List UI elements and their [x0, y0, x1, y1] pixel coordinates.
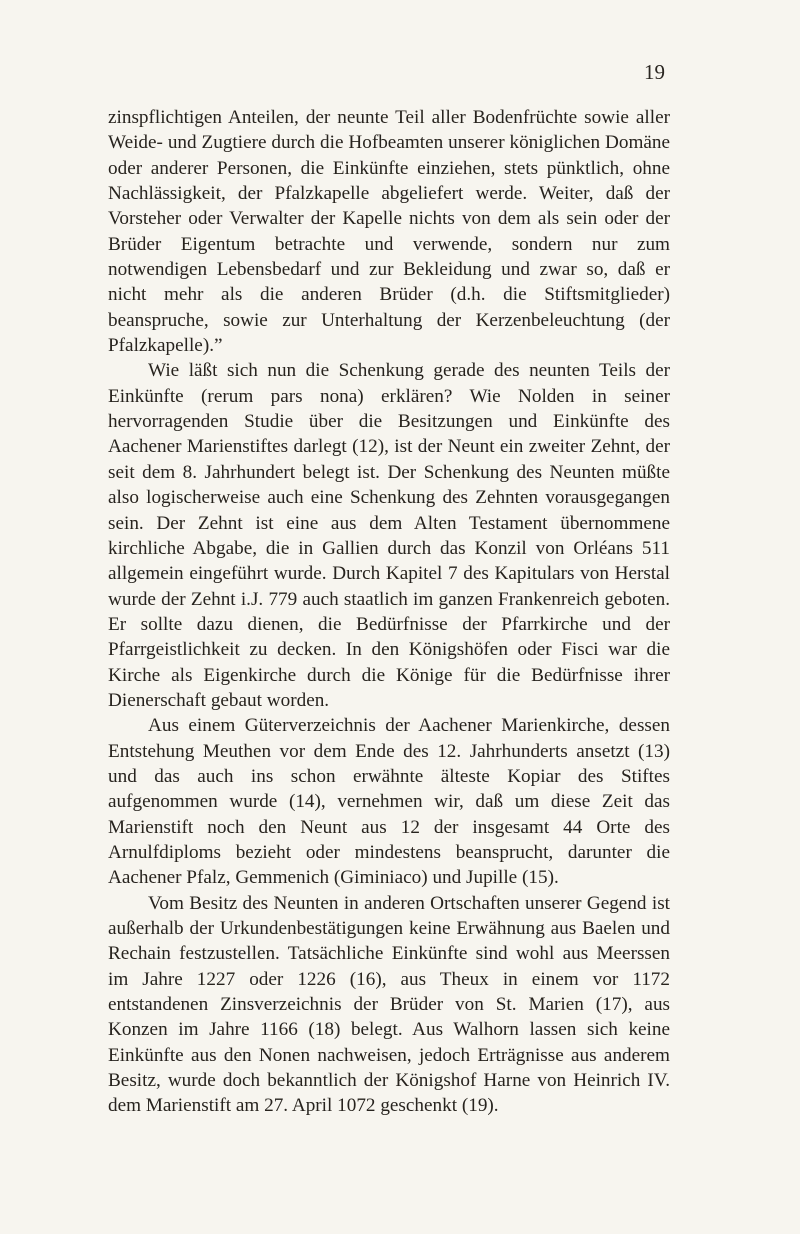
paragraph-4: Vom Besitz des Neunten in anderen Ortschaften unserer Gegend ist außerhalb der Urkundenbestätigungen keine Erwähnung aus Baelen und Rechain festzustellen. Tatsächliche Einkünfte sind wohl aus Meerssen im Jahre 1227 oder 1226 (16), aus Theux in einem vor 1172 entstandenen Zinsverzeichnis der Brüder von St. Marien (17), aus Konzen im Jahre 1166 (18) belegt. Aus Walhorn lassen sich keine Einkünfte aus den Nonen nachweisen, jedoch Erträgnisse aus anderem Besitz, wurde doch bekanntlich der Königshof Harne von Heinrich IV. dem Marienstift am 27. April 1072 geschenkt (19). — [108, 892, 670, 1117]
paragraph-2: Wie läßt sich nun die Schenkung gerade des neunten Teils der Einkünfte (rerum pars nona) erklären? Wie Nolden in seiner hervorragenden Studie über die Besitzungen und Einkünfte des Aachener Marienstiftes darlegt (12), ist der Neunt ein zweiter Zehnt, der seit dem 8. Jahrhundert belegt ist. Der Schenkung des Neunten müßte also logischerweise auch eine Schenkung des Zehnten vorausgegangen sein. Der Zehnt ist eine aus dem Alten Testament übernommene kirchliche Abgabe, die in Gallien durch das Konzil von Orléans 511 allgemein eingeführt wurde. Durch Kapitel 7 des Kapitulars von Herstal wurde der Zehnt i.J. 779 auch staatlich im ganzen Frankenreich geboten. Er sollte dazu dienen, die Bedürfnisse der Pfarrkirche und der Pfarrgeistlichkeit zu decken. In den Königshöfen oder Fisci war die Kirche als Eigenkirche durch die Könige für die Bedürfnisse ihrer Dienerschaft gebaut worden. — [108, 360, 670, 711]
paragraph-1: zinspflichtigen Anteilen, der neunte Teil aller Bodenfrüchte sowie aller Weide- und Zugtiere durch die Hofbeamten unserer königlichen Domäne oder anderer Personen, die Einkünfte einziehen, stets pünktlich, ohne Nachlässigkeit, der Pfalzkapelle abgeliefert werde. Weiter, daß der Vorsteher oder Verwalter der Kapelle nichts von dem als sein oder der Brüder Eigentum betrachte und verwende, sondern nur zum notwendigen Lebensbedarf und zur Bekleidung und zwar so, daß er nicht mehr als die anderen Brüder (d.h. die Stiftsmitglieder) beanspruche, sowie zur Unterhaltung der Kerzenbeleuchtung (der Pfalzkapelle).” — [108, 107, 670, 357]
page-number: 19 — [644, 60, 665, 84]
paragraph-3: Aus einem Güterverzeichnis der Aachener Marienkirche, dessen Entstehung Meuthen vor dem Ende des 12. Jahrhunderts ansetzt (13) und das auch ins schon erwähnte älteste Kopiar des Stiftes aufgenommen wurde (14), vernehmen wir, daß um diese Zeit das Marienstift noch den Neunt aus 12 der insgesamt 44 Orte des Arnulfdiploms bezieht oder mindestens beansprucht, darunter die Aachener Pfalz, Gemmenich (Giminiaco) und Jupille (15). — [108, 715, 670, 889]
body-text — [108, 105, 670, 1119]
